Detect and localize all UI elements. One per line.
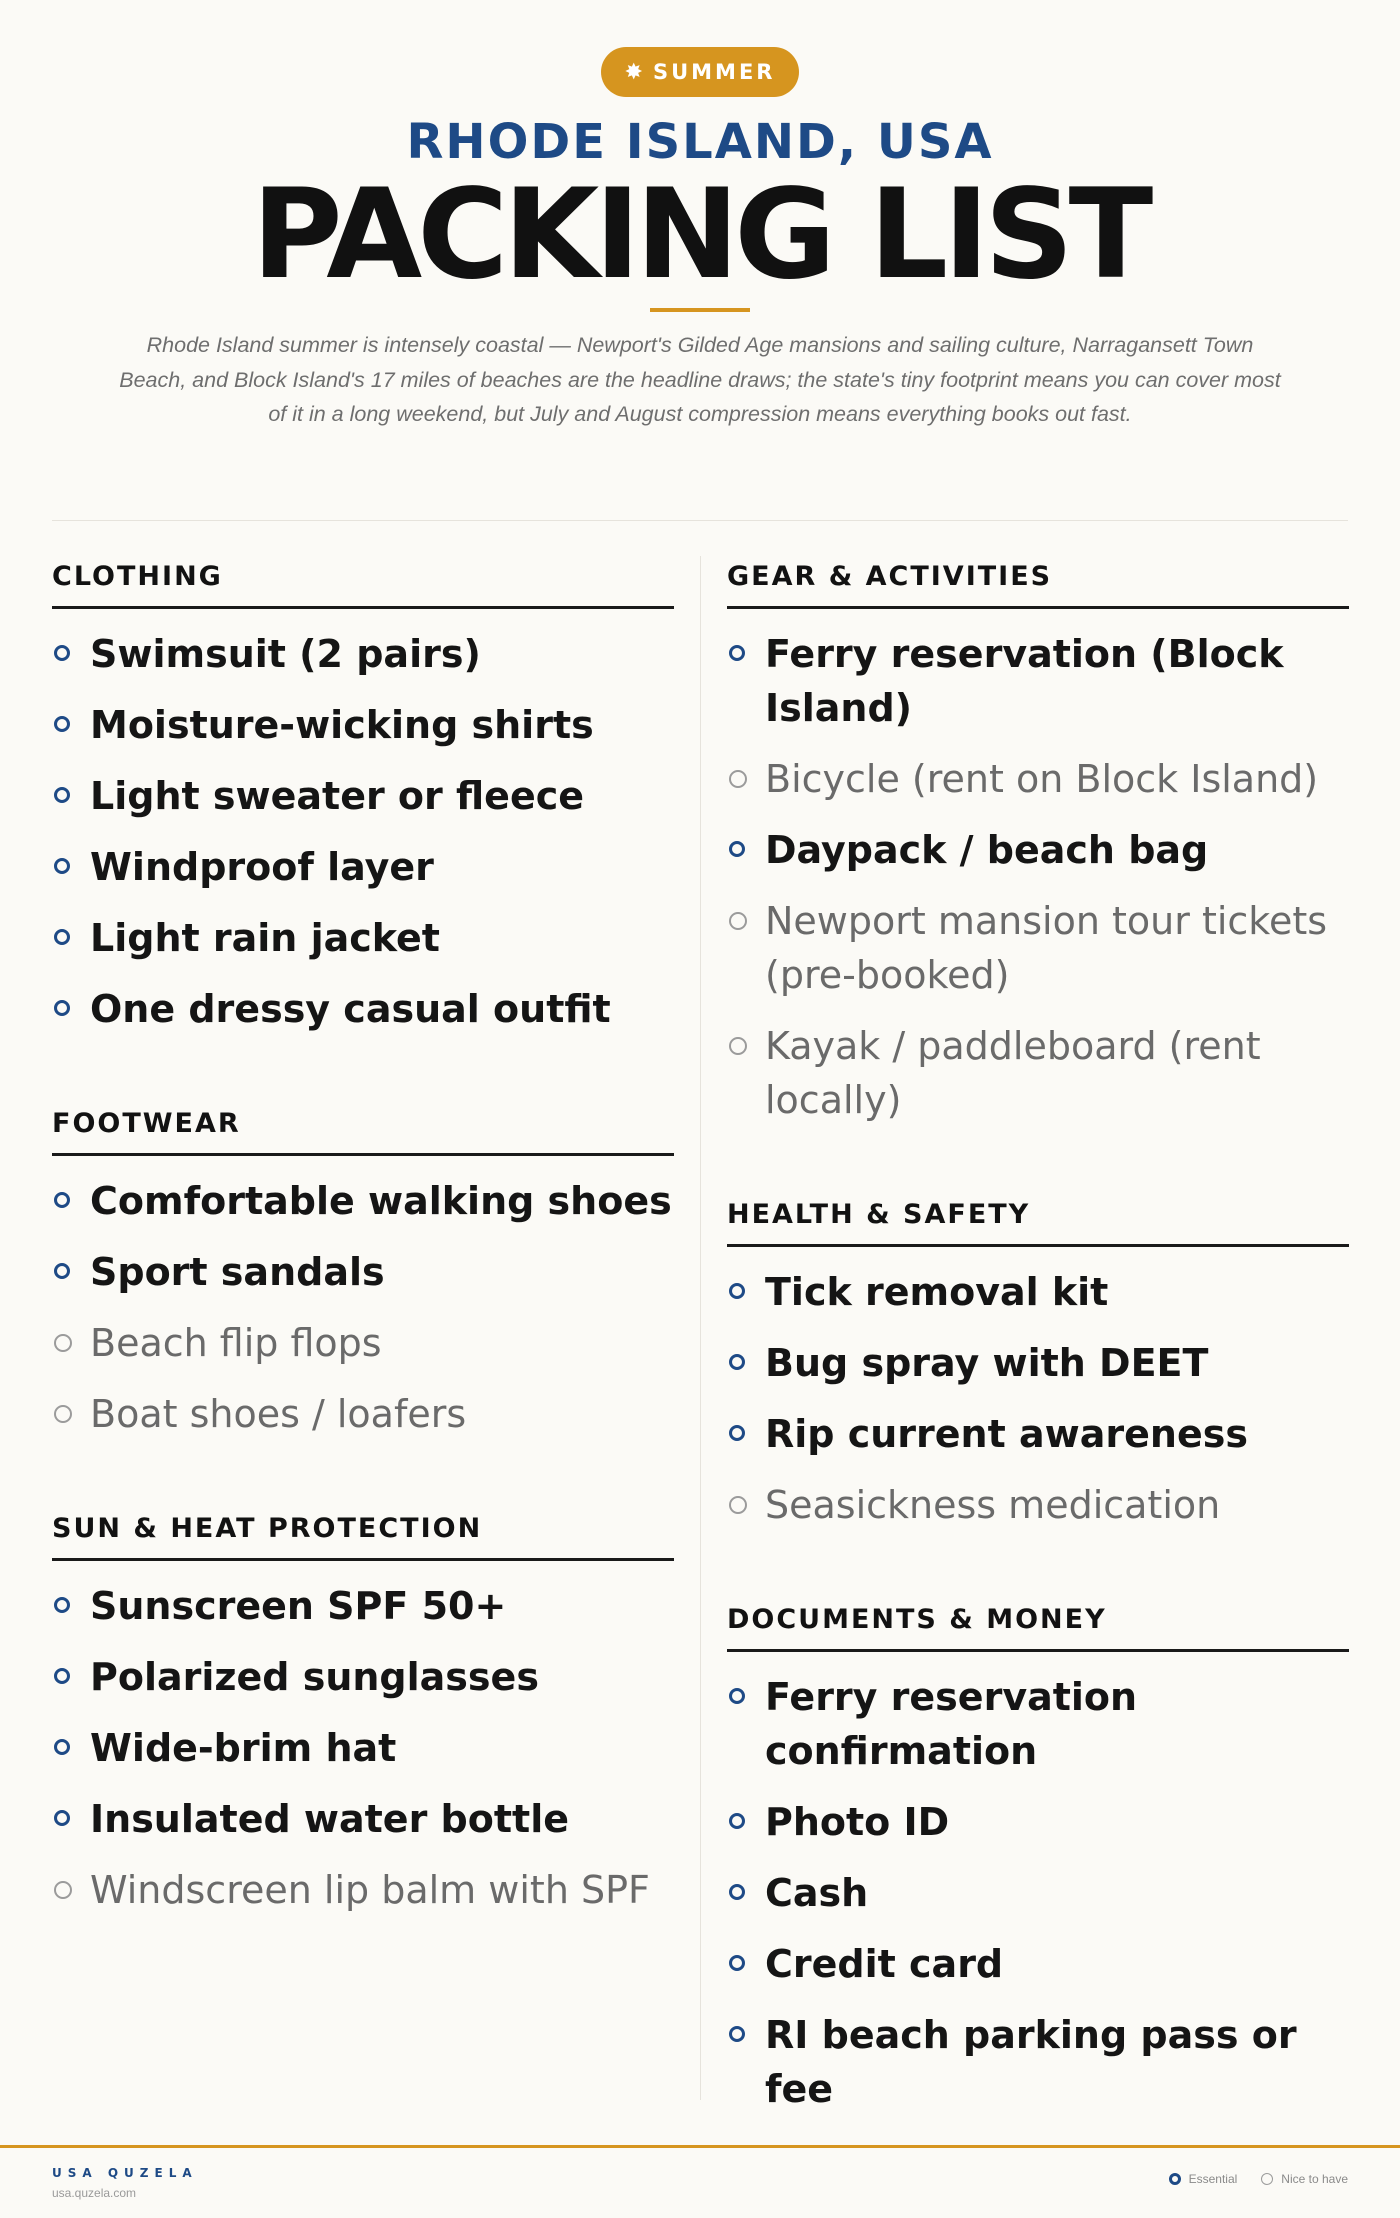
essential-circle-icon[interactable] <box>729 1283 745 1299</box>
checklist-item-label: Swimsuit (2 pairs) <box>90 632 481 676</box>
checklist-item[interactable] <box>727 1931 1349 2002</box>
checklist-item[interactable] <box>52 692 674 763</box>
checklist-item[interactable] <box>727 1789 1349 1860</box>
checklist-item-label: Moisture-wicking shirts <box>90 703 594 747</box>
checklist-item[interactable] <box>727 2002 1349 2127</box>
checklist-item-label: Wide-brim hat <box>90 1726 397 1770</box>
checklist-item-label: Bicycle (rent on Block Island) <box>765 757 1319 801</box>
checklist-item[interactable] <box>727 1330 1349 1401</box>
checklist-item-label: Beach flip flops <box>90 1321 382 1365</box>
section-title: CLOTHING <box>52 548 674 609</box>
checklist-item-label: Credit card <box>765 1942 1004 1986</box>
essential-circle-icon[interactable] <box>54 858 70 874</box>
checklist-item-label: Insulated water bottle <box>90 1797 569 1841</box>
section-gear-and-activities <box>727 548 1349 1138</box>
title-underline <box>650 308 750 312</box>
checklist-item-label: Sunscreen SPF 50+ <box>90 1584 507 1628</box>
season-badge <box>601 47 799 97</box>
essential-circle-icon[interactable] <box>729 1884 745 1900</box>
checklist-item-label: Sport sandals <box>90 1250 385 1294</box>
checklist-item[interactable] <box>52 1786 674 1857</box>
season-badge-label: SUMMER <box>652 60 776 84</box>
checklist-item[interactable] <box>727 1664 1349 1789</box>
nice-circle-icon[interactable] <box>729 1496 747 1514</box>
essential-circle-icon[interactable] <box>729 1813 745 1829</box>
checklist-item[interactable] <box>727 621 1349 746</box>
column-divider <box>700 556 701 2100</box>
checklist-item[interactable] <box>727 1013 1349 1138</box>
essential-circle-icon[interactable] <box>729 1425 745 1441</box>
checklist-item-label: Daypack / beach bag <box>765 828 1209 872</box>
essential-circle-icon[interactable] <box>54 1739 70 1755</box>
essential-circle-icon[interactable] <box>54 929 70 945</box>
legend <box>1145 2172 1348 2186</box>
legend-essential <box>1169 2172 1238 2186</box>
nice-circle-icon[interactable] <box>729 770 747 788</box>
checklist-item[interactable] <box>52 1573 674 1644</box>
page-title: PACKING LIST <box>251 163 1149 307</box>
intro-text: Rhode Island summer is intensely coastal — Newport's Gilded Age mansions and sailing culture, Narragansett Town Beach, and Block Island's 17 miles of beaches are the headline draws; the state's tiny footprint means you can cover most of it in a long weekend, but July and August compression means everything books out fast. <box>119 333 1281 426</box>
checklist-item[interactable] <box>727 817 1349 888</box>
section-clothing <box>52 548 674 1047</box>
section-health-and-safety <box>727 1186 1349 1543</box>
section-title: FOOTWEAR <box>52 1095 674 1156</box>
nice-circle-icon[interactable] <box>729 912 747 930</box>
checklist-item-label: Kayak / paddleboard (rent locally) <box>765 1024 1261 1122</box>
checklist-item[interactable] <box>727 888 1349 1013</box>
checklist-item[interactable] <box>52 1857 674 1928</box>
checklist-item-label: Light sweater or fleece <box>90 774 585 818</box>
checklist-item[interactable] <box>727 1259 1349 1330</box>
section-title: DOCUMENTS & MONEY <box>727 1591 1349 1652</box>
checklist-item[interactable] <box>52 834 674 905</box>
essential-circle-icon[interactable] <box>54 1668 70 1684</box>
essential-circle-icon[interactable] <box>729 645 745 661</box>
essential-circle-icon[interactable] <box>729 841 745 857</box>
checklist-item[interactable] <box>52 905 674 976</box>
essential-circle-icon[interactable] <box>54 1000 70 1016</box>
essential-circle-icon[interactable] <box>729 1688 745 1704</box>
section-footwear <box>52 1095 674 1452</box>
section-title: SUN & HEAT PROTECTION <box>52 1500 674 1561</box>
checklist-item-label: Photo ID <box>765 1800 950 1844</box>
checklist-item-label: Light rain jacket <box>90 916 440 960</box>
destination-subtitle: RHODE ISLAND, USA <box>406 114 994 170</box>
section-documents-and-money <box>727 1591 1349 2127</box>
legend-nice-label: Nice to have <box>1281 2172 1348 2186</box>
checklist-item[interactable] <box>727 746 1349 817</box>
header-divider <box>52 520 1348 521</box>
brand-name: USA QUZELA <box>52 2166 198 2180</box>
essential-circle-icon[interactable] <box>54 1810 70 1826</box>
checklist-item[interactable] <box>52 1715 674 1786</box>
checklist-item[interactable] <box>52 1239 674 1310</box>
nice-circle-icon[interactable] <box>729 1037 747 1055</box>
section-title: HEALTH & SAFETY <box>727 1186 1349 1247</box>
legend-essential-label: Essential <box>1188 2172 1238 2186</box>
essential-circle-icon[interactable] <box>54 716 70 732</box>
checklist-item-label: Polarized sunglasses <box>90 1655 539 1699</box>
checklist-item[interactable] <box>52 1310 674 1381</box>
checklist-item-label: RI beach parking pass or fee <box>765 2013 1297 2111</box>
sun-icon: ✸ <box>624 59 643 85</box>
essential-circle-icon[interactable] <box>54 645 70 661</box>
section-sun-and-heat-protection <box>52 1500 674 1928</box>
essential-circle-icon[interactable] <box>54 1192 70 1208</box>
essential-circle-icon[interactable] <box>54 787 70 803</box>
checklist-item-label: One dressy casual outfit <box>90 987 611 1031</box>
checklist-item[interactable] <box>52 1381 674 1452</box>
checklist-item[interactable] <box>727 1472 1349 1543</box>
checklist-item-label: Tick removal kit <box>765 1270 1109 1314</box>
checklist-item[interactable] <box>727 1401 1349 1472</box>
nice-circle-icon[interactable] <box>54 1405 72 1423</box>
essential-circle-icon[interactable] <box>729 2026 745 2042</box>
checklist-item-label: Seasickness medication <box>765 1483 1221 1527</box>
essential-circle-icon[interactable] <box>54 1597 70 1613</box>
footer-divider <box>0 2145 1400 2148</box>
right-column <box>727 548 1349 2175</box>
checklist-item[interactable] <box>52 1644 674 1715</box>
checklist-item-label: Comfortable walking shoes <box>90 1179 672 1223</box>
checklist-item-label: Boat shoes / loafers <box>90 1392 467 1436</box>
checklist-item[interactable] <box>52 763 674 834</box>
checklist-item-label: Rip current awareness <box>765 1412 1248 1456</box>
checklist-item-label: Newport mansion tour tickets (pre-booked) <box>765 899 1328 997</box>
checklist-item-label: Ferry reservation (Block Island) <box>765 632 1284 730</box>
nice-circle-icon[interactable] <box>54 1881 72 1899</box>
checklist-item-label: Cash <box>765 1871 869 1915</box>
checklist-item[interactable] <box>52 621 674 692</box>
checklist-item[interactable] <box>727 1860 1349 1931</box>
essential-circle-icon[interactable] <box>729 1955 745 1971</box>
checklist-item-label: Windproof layer <box>90 845 434 889</box>
nice-circle-icon[interactable] <box>54 1334 72 1352</box>
essential-circle-icon <box>1169 2173 1181 2185</box>
brand-url[interactable]: usa.quzela.com <box>52 2186 137 2200</box>
checklist-item-label: Bug spray with DEET <box>765 1341 1209 1385</box>
left-column <box>52 548 674 1976</box>
essential-circle-icon[interactable] <box>729 1354 745 1370</box>
legend-nice <box>1261 2172 1348 2186</box>
checklist-item-label: Ferry reservation confirmation <box>765 1675 1138 1773</box>
checklist-item[interactable] <box>52 976 674 1047</box>
essential-circle-icon[interactable] <box>54 1263 70 1279</box>
section-title: GEAR & ACTIVITIES <box>727 548 1349 609</box>
checklist-item[interactable] <box>52 1168 674 1239</box>
nice-circle-icon <box>1261 2173 1273 2185</box>
checklist-item-label: Windscreen lip balm with SPF <box>90 1868 650 1912</box>
